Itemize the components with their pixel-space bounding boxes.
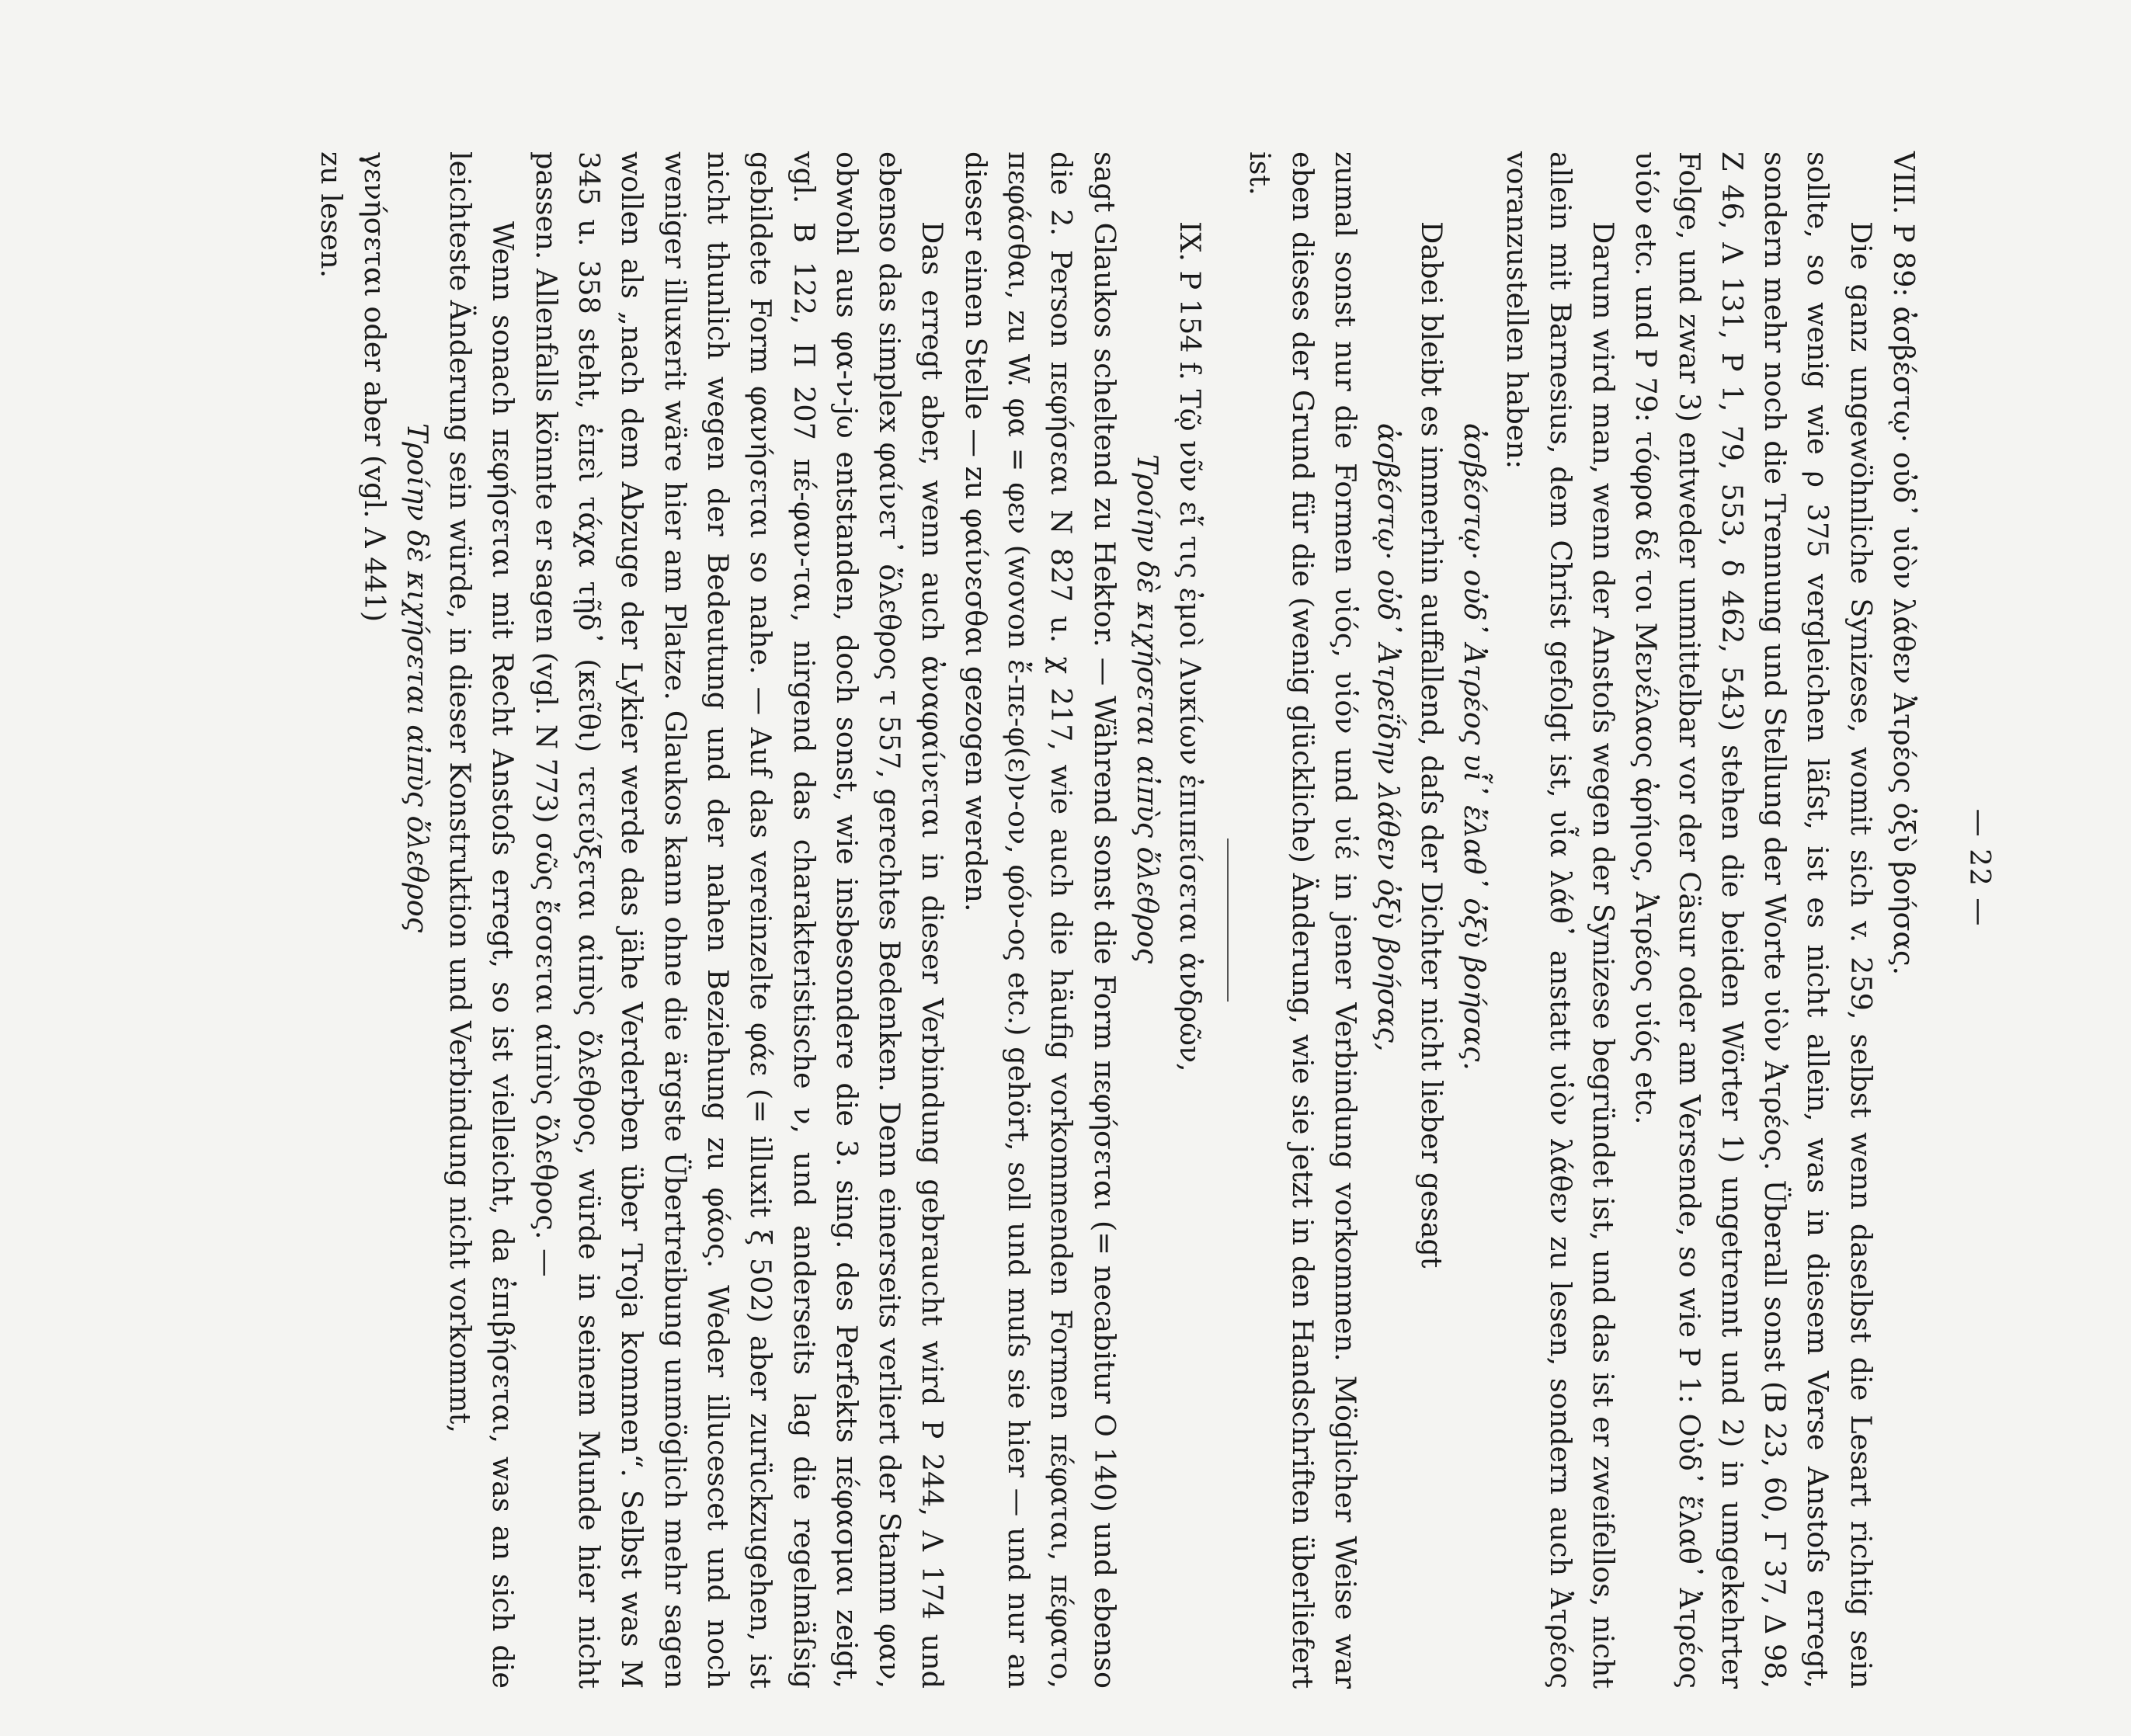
section-8-verse-2: ἀσβέστῳ· οὐδ᾽ Ἀτρεΐδην λάθεν ὀξὺ βοήσας, <box>1371 423 1406 1052</box>
section-9-heading: IX. P 154 f. Τῷ νῦν εἴ τις ἐμοὶ Λυκίων ἐπιπείσεται ἀνδρῶν, <box>1173 221 1208 1072</box>
section-divider <box>1227 838 1229 1002</box>
page-number: — 22 — <box>1963 808 1995 928</box>
section-8-verse-1: ἀσβέστῳ· οὐδ᾽ Ἀτρέος υἷ᾽ ἔλαθ᾽ ὀξὺ βοήσας. <box>1458 423 1492 1071</box>
section-9-paragraph-3: Wenn sonach πεφήσεται mit Recht Anstoſs erregt, so ist vielleicht, da ἐπιβήσεται, was an sich die leichteste Änderung sein würde, in dieser Konstruktion und Verbindung nicht vorkommt, <box>443 151 520 1689</box>
section-8-paragraph-4: zumal sonst nur die Formen υἱός, υἱόν und υἱέ in jener Verbindung vorkommen. Möglicher Weise war eben dieses der Grund für die (wenig glückliche) Änderung, wie sie jetzt in den Handschriften überliefert ist. <box>1243 151 1363 1689</box>
section-8-paragraph-1: Die ganz ungewöhnliche Synizese, womit sich v. 259, selbst wenn daselbst die Lesart richtig sein sollte, so wenig wie ρ 375 vergleichen läſst, ist es nicht allein, was in diesem Verse Anstoſs erregt, sondern mehr noch die Trennung und Stellung der Worte υἱὸν Ἀτρέος. Überall sonst (B 23, 60, Γ 37, Δ 98, Z 46, Λ 131, P 1, 79, 553, δ 462, 543) stehen die beiden Wörter 1) ungetrennt und 2) in umgekehrter Folge, und zwar 3) entweder unmittelbar vor der Cäsur oder am Versende, so wie P 1: Οὐδ᾽ ἔλαθ᾽ Ἀτρέος υἱόν etc. und P 79: τόφρα δέ τοι Μενέλαος ἀρήιος, Ἀτρέος υἱός etc. <box>1629 151 1878 1689</box>
section-9-paragraph-2: Das erregt aber, wenn auch ἀναφαίνεται in dieser Verbindung gebraucht wird P 244, Λ 174 und ebenso das simplex φαίνετ᾽ ὄλεθρος τ 557, gerechtes Bedenken. Denn einerseits verliert der Stamm φαν, obwohl aus φα-ν-jω entstanden, doch sonst, wie insbesondere die 3. sing. des Perfekts πέφασμαι zeigt, vgl. B 122, Π 207 πέ-φαν-ται, nirgend das charakteristische ν, und anderseits lag die regelmäſsig gebildete Form φανήσεται so nahe. — Auf das vereinzelte φάε (= illuxit ξ 502) aber zurückzugehen, ist nicht thunlich wegen der Bedeutung und der nahen Beziehung zu φάος. Weder illucescet und noch weniger illuxerit wäre hier am Platze. Glaukos kann ohne die ärgste Übertreibung unmöglich mehr sagen wollen als „nach dem Abzuge der Lykier werde das jähe Verderben über Troja kommen“. Selbst was M 345 u. 358 steht, ἐπεὶ τάχα τῇδ᾽ (κεῖθι) τετεύξεται αἰπὺς ὄλεθρος, würde in seinem Munde hier nicht passen. Allenfalls könnte er sagen (vgl. N 773) σῶς ἔσσεται αἰπὺς ὄλεθρος. — <box>529 151 950 1689</box>
section-8-paragraph-3: Dabei bleibt es immerhin auffallend, daſs der Dichter nicht lieber gesagt <box>1414 221 1448 1269</box>
section-9-paragraph-1: sagt Glaukos scheltend zu Hektor. — Während sonst die Form πεφήσεται (= necabitur O 140) und ebenso die 2. Person πεφήσεαι N 827 u. χ 217, wie auch die häufig vorkommenden Formen πέφαται, πέφατο, πεφάσθαι, zu W. φα = φεν (wovon ἔ-πε-φ(ε)ν-ον, φόν-ος etc.) gehört, soll und muſs sie hier — und nur an dieser einen Stelle — zu φαίνεσθαι gezogen werden. <box>958 151 1121 1689</box>
section-8-heading: VIII. P 89: ἀσβέστῳ· οὐδ᾽ υἱὸν λάθεν Ἀτρέος ὀξὺ βοήσας. <box>1887 151 1921 976</box>
section-9-paragraph-5: zu lesen. <box>315 151 349 279</box>
section-9-verse-1: Τροίην δὲ κιχήσεται αἰπὺς ὄλεθρος <box>1130 454 1164 964</box>
section-9-paragraph-4: γενήσεται oder aber (vgl. Λ 441) <box>357 151 391 623</box>
section-9-verse-2: Τροίην δὲ κιχήσεται αἰπὺς ὄλεθρος <box>400 423 434 933</box>
section-8-paragraph-2: Darum wird man, wenn der Anstoſs wegen der Synizese begründet ist, und das ist er zweifellos, nicht allein mit Barnesius, dem Christ gefolgt ist, υἷα λάθ᾽ anstatt υἱὸν λάθεν zu lesen, sondern auch Ἀτρέος voranzustellen haben: <box>1500 151 1620 1689</box>
page-body <box>310 151 1925 1689</box>
